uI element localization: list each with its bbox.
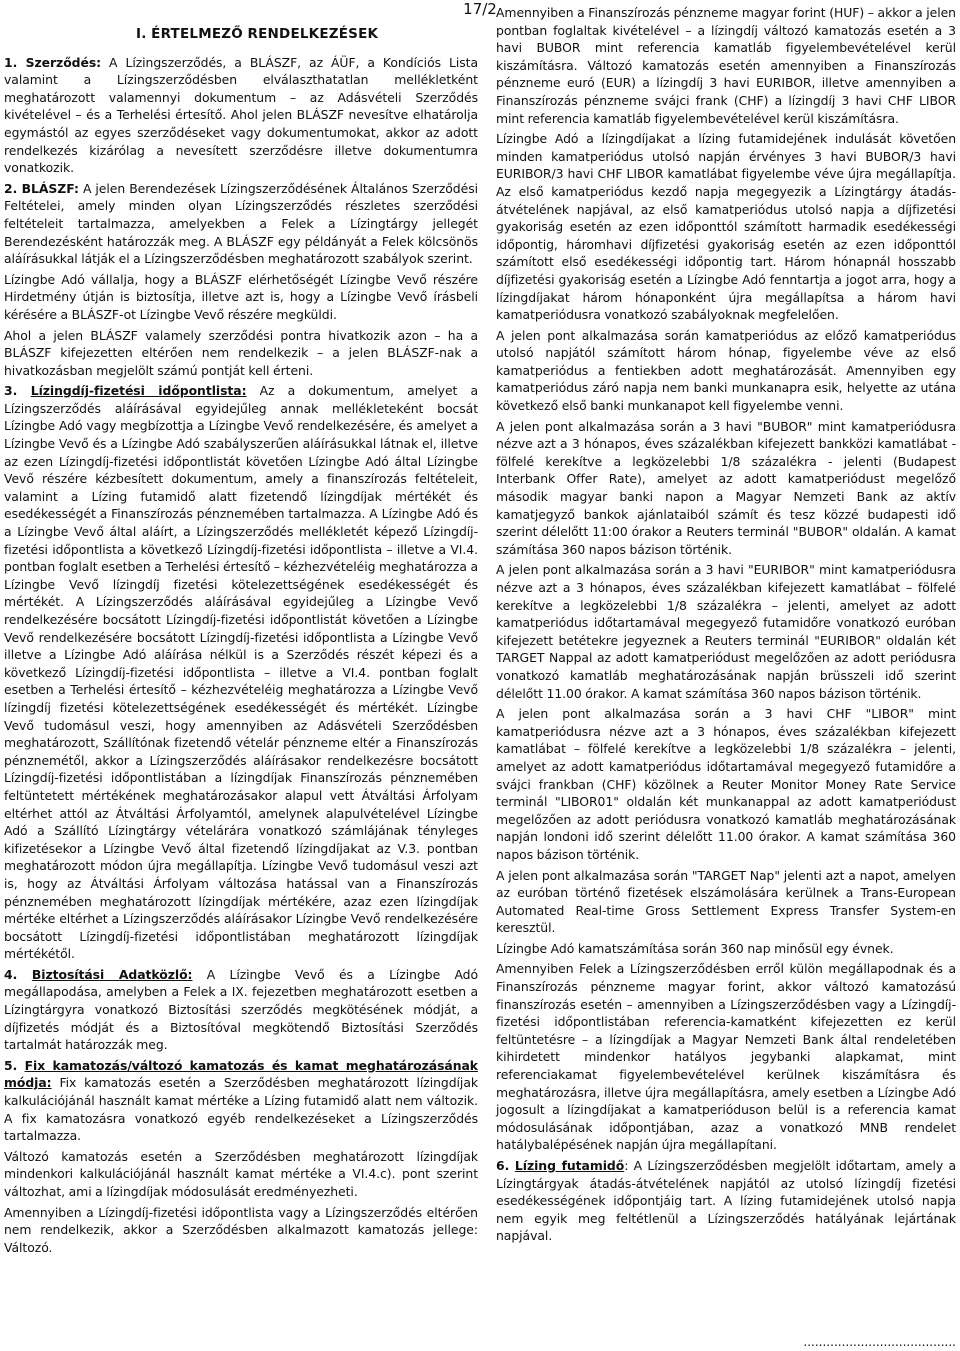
definition-text: Fix kamatozás esetén a Szerződésben meghatározott lízingdíjak kalkulációjánál használt kamat mértéke a Lízing futamidő alatt nem változik. A fix kamatozásra vonatkozó egyéb rendelkezéseket a Lízingszerződés tartalmazza. [4, 1075, 478, 1144]
definition-text: : A Lízingszerződésben megjelölt időtartam, amely a Lízingtárgyak átadás-átvételének napjától az utolsó lízingdíj fizetési esedékességének időpontjáig tart. A lízing futamidejének utolsó napja nem egyik meg feltétlenül a Lízingszerződés hatályának lejártának napjával. [496, 1158, 956, 1244]
definition-term: Lízing futamidő [514, 1158, 625, 1173]
paragraph: Változó kamatozás esetén a Szerződésben meghatározott lízingdíjak mindenkori kalkulációjánál használt kamat mértéke a VI.4.c). pont szerint változhat, ami a lízingdíjak módosulását eredményezheti. [4, 1148, 478, 1199]
definition-term: Biztosítási Adatközlő: [31, 966, 193, 982]
paragraph: Ahol a jelen BLÁSZF valamely szerződési pontra hivatkozik azon – ha a BLÁSZF kifejezetten eltérően nem rendelkezik – a jelen BLÁSZF-nak a hivatkozásban megjelölt számú pontját kell érteni. [4, 327, 478, 378]
definition-term: Szerződés: [25, 54, 102, 70]
definition-lizingdij-fizetesi-idopontlista [4, 382, 478, 963]
definition-szerzodes [4, 54, 478, 177]
page-number: 17/2 [463, 0, 497, 18]
definition-text: A jelen Berendezések Lízingszerződésének Általános Szerződési Feltételei, amely minden olyan Lízingszerződés részletes szerződési feltételeit tartalmazza, amelyekben a Felek a Lízingtárgy jellegét Berendezésként határozzák meg. A BLÁSZF egy példányát a Felek kölcsönös aláírásukkal látják el a Lízingszerződésben meghatározott szabályok szerint. [4, 180, 478, 267]
definition-term: Fix kamatozás/változó kamatozás és kamat meghatározásának módja: [4, 1057, 478, 1091]
definition-number: 5. [4, 1057, 25, 1073]
paragraph: A jelen pont alkalmazása során a 3 havi CHF "LIBOR" mint kamatperiódusra nézve azt a 3 hónapos, éves százalékban kifejezett kamatlábat – fölfelé kerekítve a legközelebbi 1/8 százalékra – jelenti, amelyet az adott kamatperiódus időtartamával megegyező futamidőre a svájci frankban (CHF) közölnek a Reuter Monitor Money Rate Service terminál "LIBOR01" oldalán két munkanappal az adott kamatperiódust megelőzően az adott periódusra vonatkozó kamatláb meghatározásának napján londoni idő szerint délelőtt 11.00 órakor. A kamat számítása 360 napos bázison történik. [496, 706, 956, 862]
definition-lizing-futamido [496, 1157, 956, 1245]
paragraph: Lízingbe Adó a lízingdíjakat a lízing futamidejének indulását követően minden kamatperiódus utolsó napján érvényes 3 havi BUBOR/3 havi EURIBOR/3 havi CHF LIBOR kamatlábat figyelembe véve újra megállapítja. Az első kamatperiódus kezdő napja megegyezik a Lízingtárgy átadás-átvételének napjával, az első kamatperiódus utolsó napja a díjfizetési gyakoriság esetén az ezen időponttól számított harmadik esedékességi időpontig, háromhavi díjfizetési gyakoriság esetén az ezen időponttól számított első esedékességi időpontig tart. Három hónapnál hosszabb díjfizetési gyakoriság esetén a Lízingbe Adó fenntartja a jogot arra, hogy a lízingdíjakat három hónaponként újra megállapítsa a három havi kamatperiódusra vonatkozó szabályoknak megfelelően. [496, 131, 956, 323]
paragraph: A jelen pont alkalmazása során a 3 havi "BUBOR" mint kamatperiódusra nézve azt a 3 hónapos, éves százalékban kifejezett bankközi kamatlábat - fölfelé kerekítve a legközelebbi 1/8 százalékra - jelenti (Budapest Interbank Offer Rate), amelyet az adott kamatperiódust megelőző második magyar banki napon a Magyar Nemzeti Bank az aktív kamatjegyző bankok ajánlataiból számít és tesz közzé budapesti idő szerint délelőtt 11:00 órakor a Reuters terminál "BUBOR" oldalán. A kamat számítása 360 napos bázison történik. [496, 418, 956, 557]
paragraph: A jelen pont alkalmazása során kamatperiódus az előző kamatperiódus utolsó napjától számított három hónap, figyelembe véve az első kamatperiódus a fentiekben adott meghatározását. Amennyiben egy kamatperiódus záró napja nem banki munkanapra esik, helyette az utána következő első banki munkanapot kell figyelembe venni. [496, 327, 956, 414]
definition-number: 6. [496, 1158, 515, 1173]
paragraph: Lízingbe Adó kamatszámítása során 360 nap minősül egy évnek. [496, 940, 894, 956]
definition-text: A Lízingszerződés, a BLÁSZF, az ÁÜF, a Kondíciós Lista valamint a Lízingszerződésben elválaszthatatlan mellékletként meghatározott valamennyi dokumentum – az Adásvételi Szerződés kivételével – és a Terhelési értesítő. Ahol jelen BLÁSZF nevesítve elhatárolja egymástól az egyes szerződéseket vagy dokumentumokat, akkor az adott rendelkezés kizárólag a nevesített szerződésre illetve dokumentumra vonatkozik. [4, 54, 478, 176]
paragraph: A jelen pont alkalmazása során a 3 havi "EURIBOR" mint kamatperiódusra nézve azt a 3 hónapos, éves százalékban kifejezett kamatlábat – fölfelé kerekítve a legközelebbi 1/8 százalékra – jelenti, amelyet az adott kamatperiódus időtartamával megegyező futamidőre vonatkozó euróban kifejezett betétekre jegyeznek a Reuters terminál "EURIBOR" oldalán két TARGET Nappal az adott kamatperiódust megelőzően az adott periódusra vonatkozó kamatláb meghatározásának napján brüsszeli idő szerint délelőtt 11.00 órakor. A kamat számítása 360 napos bázison történik. [496, 562, 956, 701]
paragraph: A jelen pont alkalmazása során "TARGET Nap" jelenti azt a napot, amelyen az euróban történő fizetések elszámolására kerülnek a Trans-European Automated Real-time Gross Settlement Express Transfer System-en keresztül. [496, 867, 956, 936]
paragraph: Amennyiben a Lízingdíj-fizetési időpontlista vagy a Lízingszerződés eltérően nem rendelkezik, akkor a Szerződésben alkalmazott kamatozás jellege: Változó. [4, 1204, 478, 1255]
definition-text: A Lízingbe Vevő és a Lízingbe Adó megállapodása, amelyben a Felek a IX. fejezetben meghatározott esetben a Lízingtárgyra vonatkozó Biztosítási szerződés megkötésének módját, a díjfizetés módját és a Biztosítóval megkötendő Biztosítási Szerződés tartalmát határozzák meg. [4, 966, 478, 1053]
definition-kamatozas [4, 1057, 478, 1145]
definition-biztositasi-adatkozlo [4, 966, 478, 1054]
definition-number: 1. [4, 54, 26, 70]
definition-number: 2. [4, 180, 22, 196]
footer-dots: ........................................ [803, 1335, 956, 1349]
definition-text: Az a dokumentum, amelyet a Lízingszerződés aláírásával egyidejűleg annak mellékleteként bocsát Lízingbe Adó vagy megbízottja a Lízingbe Vevő rendelkezésére, és amelyet a Lízingbe Vevő és a Lízingbe Adó szabályszerűen aláírásukkal látnak el, illetve az ezen Lízingdíj-fizetési időpontlistát követően Lízingbe Adó által Lízingbe Vevő részére kézbesített dokumentum, amely a finanszírozás feltételeit, valamint a Lízing futamidő alatt fizetendő lízingdíjak mértékét és esedékességét a Finanszírozás pénznemében tartalmazza. A Lízingbe Adó és a Lízingbe Vevő által aláírt, a Lízingszerződés mellékletét képező Lízingdíj-fizetési időpontlista a következő Lízingdíj-fizetési időpontlista – illetve a VI.4. pontban foglalt esetben a Terhelési értesítő – kézhezvételéig meghatározza a Lízingbe Vevő lízingdíj fizetési kötelezettségének esedékességét és mértékét. A Lízingszerződés aláírásával egyidejűleg a Lízingbe Vevő rendelkezésére bocsátott Lízingdíj-fizetési időpontlistát követően a Lízingbe Vevő rendelkezésére bocsátott Lízingdíj-fizetési időpontlista a Lízingbe Vevő illetve a Lízingbe Adó aláírása nélkül is a Szerződés részét képezi és a következő Lízingdíj-fizetési időpontlista – illetve a VI.4. pontban foglalt esetben a Terhelési értesítő – kézhezvételéig meghatározza a Lízingbe Vevő lízingdíj fizetési kötelezettségének esedékességét és mértékét. Lízingbe Vevő tudomásul veszi, hogy amennyiben az Adásvételi Szerződésben meghatározott, Szállítónak fizetendő vételár pénzneme eltér a Finanszírozás pénznemétől, akkor a Lízingszerződés aláírásakor rendelkezésre bocsátott Lízingdíj-fizetési időpontlistában a lízingdíjak Finanszírozás pénznemében feltüntetett mértékének meghatározásakor alapul vett Átváltási Árfolyam eltérhet attól az Átváltási Árfolyamtól, amelynek alapulvételével Lízingbe Adó a Szállító Lízingtárgy vételárára vonatkozó számlájának tényleges kifizetésekor a Lízingbe Vevő által fizetendő lízingdíjakat az V.3. pontban meghatározott módon újra megállapítja. Lízingbe Vevő tudomásul veszi azt is, hogy az Átváltási Árfolyam változása hatással van a Finanszírozás pénznemében meghatározott lízingdíjak mértékére, azaz ezen lízingdíjak mértéke eltérhet a Lízingszerződés aláírásakor Lízingbe Vevő rendelkezésére bocsátott Lízingdíj-fizetési időpontlistában meghatározott lízingdíjak mértékétől. [4, 383, 478, 962]
definition-term: BLÁSZF: [21, 180, 79, 196]
paragraph: Lízingbe Adó vállalja, hogy a BLÁSZF elérhetőségét Lízingbe Vevő részére Hirdetmény útján is biztosítja, illetve azt is, hogy a Lízingbe Vevő írásbeli kérésére a BLÁSZF-ot Lízingbe Vevő részére megküldi. [4, 271, 478, 322]
definition-number: 4. [4, 966, 32, 982]
definition-term: Lízingdíj-fizetési időpontlista: [30, 383, 247, 399]
paragraph: Amennyiben a Finanszírozás pénzneme magyar forint (HUF) – akkor a jelen pontban foglaltak kivételével – a lízingdíj változó kamatozás esetén a 3 havi BUBOR mint referencia kamatláb figyelembevételével kerül kiszámításra. Változó kamatozás esetén amennyiben a Finanszírozás pénzneme euró (EUR) a lízingdíj 3 havi EURIBOR, illetve amennyiben a Finanszírozás pénzneme svájci frank (CHF) a lízingdíj 3 havi CHF LIBOR mint referencia kamatláb figyelembevételével kerül kiszámításra. [496, 5, 956, 126]
definition-blaszf [4, 180, 478, 268]
section-heading: I. ÉRTELMEZŐ RENDELKEZÉSEK [136, 26, 379, 42]
right-column [496, 4, 956, 1248]
left-column [4, 4, 478, 1259]
paragraph: Amennyiben Felek a Lízingszerződésben erről külön megállapodnak és a Finanszírozás pénzneme magyar forint, akkor változó kamatozású finanszírozás esetén – amennyiben a Lízingszerződésben vagy a Lízingdíj-fizetési időpontlistában referencia-kamatként kifejezetten ez kerül feltüntetésre – a lízingdíjak a Magyar Nemzeti Bank által rendeletében kihirdetett mindenkor hatályos jegybanki alapkamat, mint referenciakamat figyelembevételével kerülnek kiszámításra és meghatározásra, illetve újra megállapításra, amely esetben a Lízingbe Adó jogosult a lízingdíjakat a kamatperióduson belül is a referencia kamat módosulásának időpontjában, azaz a vonatkozó MNB rendelet hatálybalépésének napján újra megállapítani. [496, 961, 956, 1153]
definition-number: 3. [4, 383, 31, 399]
